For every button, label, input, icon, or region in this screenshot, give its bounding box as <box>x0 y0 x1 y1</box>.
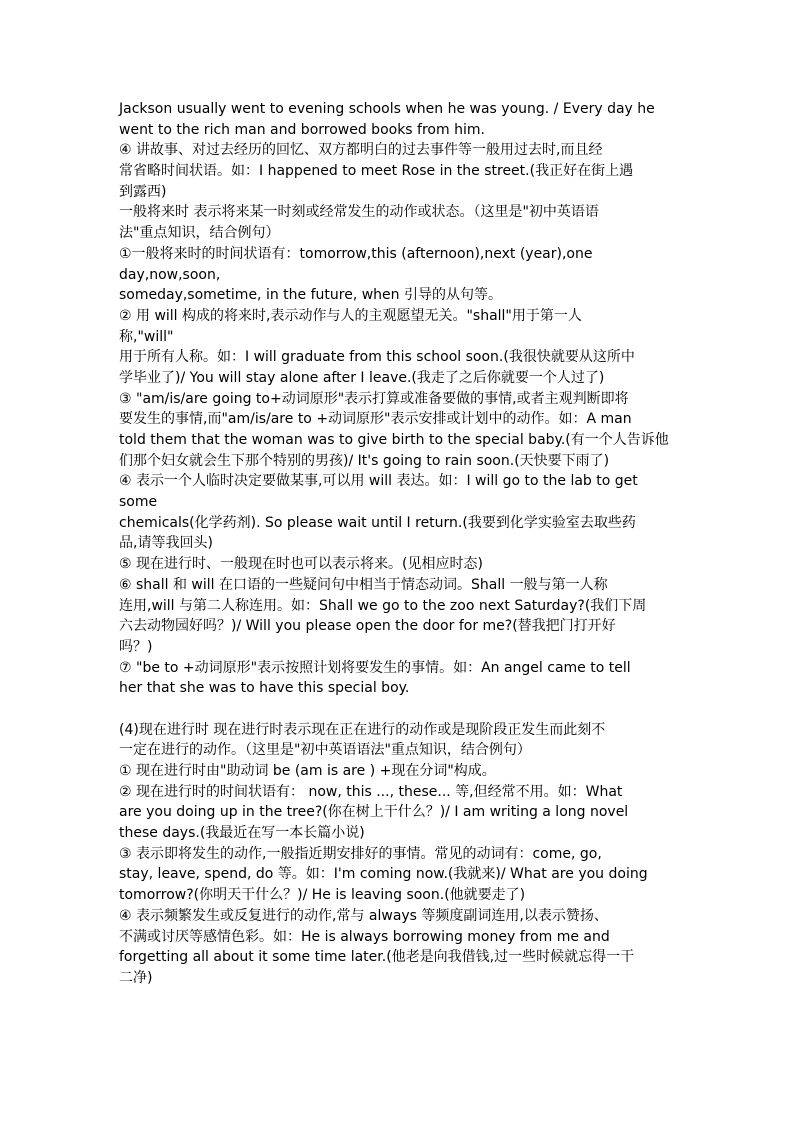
text-line: ①一般将来时的时间状语有：tomorrow,this (afternoon),next (year),one <box>119 245 593 262</box>
text-line: 二净) <box>119 969 153 986</box>
text-line: these days.(我最近在写一本长篇小说) <box>119 825 365 842</box>
text-line: ② 用 will 构成的将来时,表示动作与人的主观愿望无关。"shall"用于第一人 <box>119 307 582 324</box>
text-line: 连用,will 与第二人称连用。如：Shall we go to the zoo next Saturday?(我们下周 <box>119 597 647 614</box>
text-line: ⑥ shall 和 will 在口语的一些疑问句中相当于情态动词。Shall 一般与第一人称 <box>119 576 608 593</box>
text-line: ④ 表示一个人临时决定要做某事,可以用 will 表达。如：I will go to the lab to get <box>119 473 638 490</box>
text-line: some <box>119 494 158 511</box>
text-line: 常省略时间状语。如：I happened to meet Rose in the street.(我正好在街上遇 <box>119 163 634 180</box>
text-line: 们那个妇女就会生下那个特别的男孩)/ It's going to rain soon.(天快要下雨了) <box>119 452 610 469</box>
text-line: 法"重点知识，结合例句） <box>119 225 280 242</box>
text-line: went to the rich man and borrowed books from him. <box>119 121 485 138</box>
text-line: 称,"will" <box>119 328 174 345</box>
text-line: ④ 表示频繁发生或反复进行的动作,常与 always 等频度副词连用,以表示赞扬、 <box>119 907 608 924</box>
text-line: forgetting all about it some time later.(他老是向我借钱,过一些时候就忘得一干 <box>119 949 635 966</box>
text-line: someday,sometime, in the future, when 引导的从句等。 <box>119 287 502 304</box>
text-line: 一般将来时 表示将来某一时刻或经常发生的动作或状态。（这里是"初中英语语 <box>119 204 599 221</box>
text-line: Jackson usually went to evening schools when he was young. / Every day he <box>119 101 655 117</box>
text-line: 到露西) <box>119 183 167 200</box>
text-line: day,now,soon, <box>119 266 221 283</box>
text-line: 学毕业了)/ You will stay alone after I leave.(我走了之后你就要一个人过了) <box>119 369 605 386</box>
text-line: 要发生的事情,而"am/is/are to +动词原形"表示安排或计划中的动作。如：A man <box>119 411 632 428</box>
text-line: 品,请等我回头) <box>119 535 213 552</box>
text-line: 用于所有人称。如：I will graduate from this school soon.(我很快就要从这所中 <box>119 349 635 366</box>
text-line: her that she was to have this special boy. <box>119 680 410 697</box>
document-page <box>119 99 685 989</box>
text-line: 不满或讨厌等感情色彩。如：He is always borrowing money from me and <box>119 928 610 945</box>
text-line: 六去动物园好吗？)/ Will you please open the door for me?(替我把门打开好 <box>119 618 616 635</box>
text-line: tomorrow?(你明天干什么？)/ He is leaving soon.(他就要走了) <box>119 887 526 904</box>
text-line: stay, leave, spend, do 等。如：I'm coming now.(我就来)/ What are you doing <box>119 866 648 883</box>
text-line: ③ "am/is/are going to+动词原形"表示打算或准备要做的事情,或者主观判断即将 <box>119 390 629 407</box>
text-line: 吗？) <box>119 638 153 655</box>
text-line: ⑤ 现在进行时、一般现在时也可以表示将来。(见相应时态) <box>119 556 483 573</box>
text-line: ④ 讲故事、对过去经历的回忆、双方都明白的过去事件等一般用过去时,而且经 <box>119 142 603 159</box>
text-line: (4)现在进行时 现在进行时表示现在正在进行的动作或是现阶段正发生而此刻不 <box>119 721 606 738</box>
text-line: 一定在进行的动作。（这里是"初中英语语法"重点知识，结合例句） <box>119 742 531 759</box>
text-line: ② 现在进行时的时间状语有： now, this ..., these... 等,但经常不用。如：What <box>119 783 623 800</box>
text-line: ③ 表示即将发生的动作,一般指近期安排好的事情。常见的动词有：come, go, <box>119 845 602 862</box>
text-line <box>119 699 685 720</box>
text-line: told them that the woman was to give birth to the special baby.(有一个人告诉他 <box>119 432 669 448</box>
text-line: ① 现在进行时由"助动词 be (am is are ) +现在分词"构成。 <box>119 763 496 779</box>
text-line: chemicals(化学药剂). So please wait until I return.(我要到化学实验室去取些药 <box>119 514 636 531</box>
text-line: ⑦ "be to +动词原形"表示按照计划将要发生的事情。如：An angel came to tell <box>119 659 631 676</box>
text-line: are you doing up in the tree?(你在树上干什么？)/ I am writing a long novel <box>119 804 629 821</box>
